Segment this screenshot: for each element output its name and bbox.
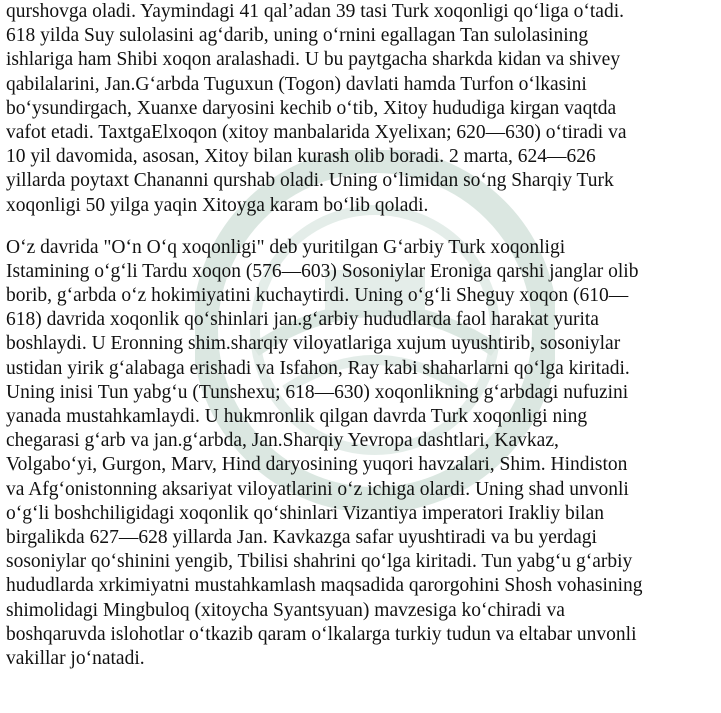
text-line: 10 yil davomida, asosan, Xitoy bilan kurash olib boradi. 2 marta, 624—626 bbox=[6, 146, 596, 168]
text-line: yanada mustahkamlaydi. U hukmronlik qilgan davrda Turk xoqonligi ning bbox=[6, 406, 588, 427]
text-line: 618 yilda Suy sulolasini ag‘darib, uning o‘rnini egallagan Tan sulolasining bbox=[6, 25, 589, 47]
text-line: sosoniylar qo‘shinini yengib, Tbilisi shahrini qo‘lga kiritadi. Tun yabg‘u g‘arbiy bbox=[6, 551, 633, 573]
text-line: Istamining o‘g‘li Tardu xoqon (576—603) Sosoniylar Eroniga qarshi janglar olib bbox=[6, 260, 639, 282]
text-line: xoqonligi 50 yilga yaqin Xitoyga karam bo‘lib qoladi. bbox=[6, 194, 429, 216]
paragraph-1 bbox=[6, 0, 718, 218]
text-line: qabilalarini, Jan.G‘arbda Tuguxun (Togon) davlati hamda Turfon o‘lkasini bbox=[6, 73, 587, 95]
text-line: 618) davrida xoqonlik qo‘shinlari jan.g‘arbiy hududlarda faol harakat yurita bbox=[6, 309, 599, 331]
text-line: Uning inisi Tun yabg‘u (Tunshexu; 618—630) xoqonlikning g‘arbdagi nufuzini bbox=[6, 381, 629, 403]
text-line: qurshovga oladi. Yaymindagi 41 qal’adan 39 tasi Turk xoqonligi qo‘liga o‘tadi. bbox=[6, 1, 624, 22]
text-line: birgalikda 627—628 yillarda Jan. Kavkazga safar uyushtiradi va bu yerdagi bbox=[6, 526, 597, 548]
text-line: O‘z davrida "O‘n O‘q xoqonligi" deb yuritilgan G‘arbiy Turk xoqonligi bbox=[6, 236, 566, 258]
text-line: o‘g‘li boshchiligidagi xoqonlik qo‘shinlari Vizantiya imperatori Irakliy bilan bbox=[6, 502, 604, 524]
text-line: bo‘ysundirgach, Xuanxe daryosini kechib o‘tib, Xitoy hududiga kirgan vaqtda bbox=[6, 97, 617, 119]
text-line: hududlarda xrkimiyatni mustahkamlash maqsadida qarorgohini Shosh vohasining bbox=[6, 575, 643, 597]
text-line: borib, g‘arbda o‘z hokimiyatini kuchaytirdi. Uning o‘g‘li Sheguy xoqon (610— bbox=[6, 285, 629, 307]
text-line: boshqaruvda islohotlar o‘tkazib qaram o‘lkalarga turkiy tudun va eltabar unvonli bbox=[6, 623, 637, 645]
text-line: yillarda poytaxt Chananni qurshab oladi. Uning o‘limidan so‘ng Sharqiy Turk bbox=[6, 170, 614, 192]
paragraph-gap bbox=[6, 218, 718, 236]
text-line: chegarasi g‘arb va jan.g‘arbda, Jan.Sharqiy Yevropa dashtlari, Kavkaz, bbox=[6, 430, 559, 452]
text-line: ustidan yirik g‘alabaga erishadi va Isfahon, Ray kabi shaharlarni qo‘lga kiritadi. bbox=[6, 357, 630, 379]
text-line: va Afg‘onistonning aksariyat viloyatlarini o‘z ichiga olardi. Uning shad unvonli bbox=[6, 478, 629, 500]
paragraph-2 bbox=[6, 236, 718, 671]
text-line: Volgabo‘yi, Gurgon, Marv, Hind daryosining yuqori havzalari, Shim. Hindiston bbox=[6, 454, 628, 476]
text-line: ishlariga ham Shibi xoqon aralashadi. U bu paytgacha sharkda kidan va shivey bbox=[6, 49, 621, 71]
text-line: boshlaydi. U Eronning shim.sharqiy viloyatlariga xujum uyushtirib, sosoniylar bbox=[6, 333, 621, 355]
document-body bbox=[6, 0, 718, 671]
text-line: vakillar jo‘natadi. bbox=[6, 647, 145, 669]
text-line: vafot etadi. TaxtgaElxoqon (xitoy manbalarida Xyelixan; 620—630) o‘tiradi va bbox=[6, 121, 627, 143]
text-line: shimolidagi Mingbuloq (xitoycha Syantsyuan) mavzesiga ko‘chiradi va bbox=[6, 599, 565, 621]
